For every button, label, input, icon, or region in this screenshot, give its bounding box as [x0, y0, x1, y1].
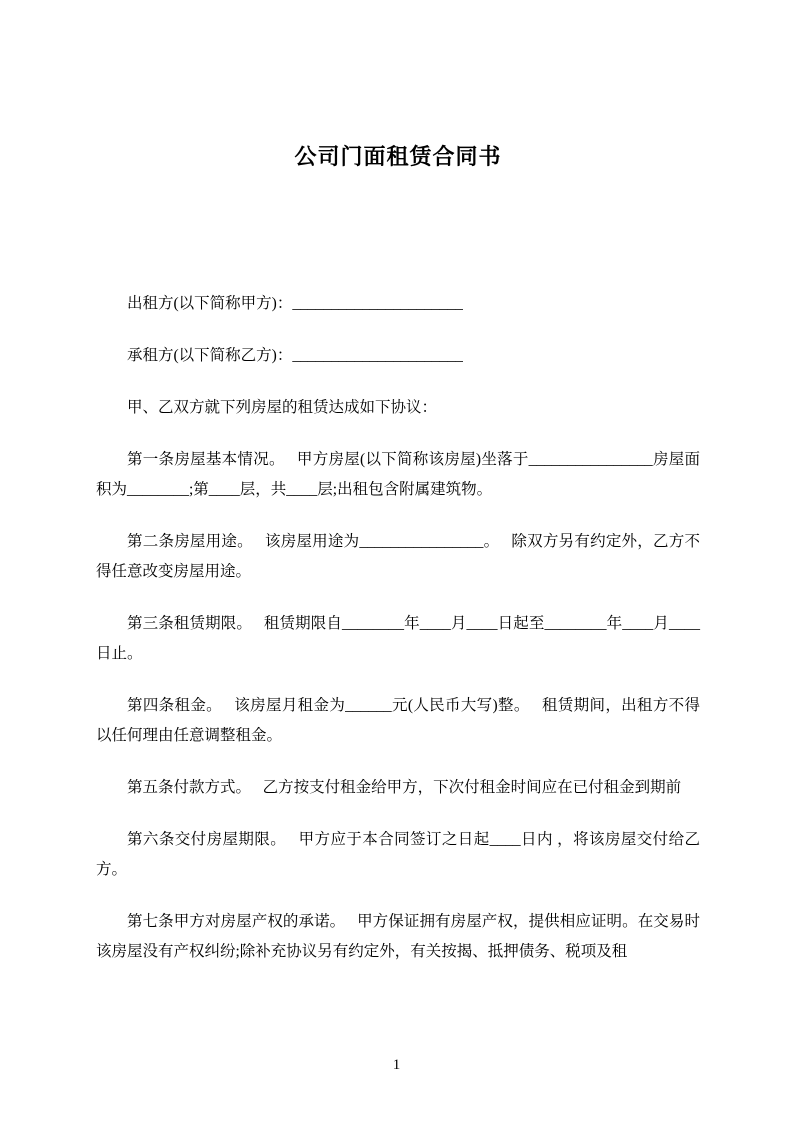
paragraph: 第七条甲方对房屋产权的承诺。 甲方保证拥有房屋产权，提供相应证明。在交易时该房屋没有产权纠纷;除补充协议另有约定外，有关按揭、抵押债务、税项及租: [96, 913, 700, 960]
paragraph: 承租方(以下简称乙方)：______________________: [127, 347, 463, 364]
paragraph: 第六条交付房屋期限。 甲方应于本合同签订之日起____日内 ，将该房屋交付给乙方。: [96, 831, 700, 878]
paragraph: 第四条租金。 该房屋月租金为______元(人民币大写)整。 租赁期间，出租方不得以任何理由任意调整租金。: [96, 697, 700, 744]
paragraph: 第一条房屋基本情况。 甲方房屋(以下简称该房屋)坐落于________________房屋面积为________;第____层，共____层;出租包含附属建筑物。: [96, 451, 700, 498]
paragraph: 出租方(以下简称甲方)：______________________: [127, 295, 463, 312]
page-number: 1: [392, 1057, 401, 1073]
document-title: 公司门面租赁合同书: [294, 144, 502, 169]
paragraph: 第三条租赁期限。 租赁期限自________年____月____日起至________年____月____日止。: [96, 615, 700, 662]
paragraph: 第五条付款方式。 乙方按支付租金给甲方，下次付租金时间应在已付租金到期前: [127, 779, 682, 796]
paragraph: 第二条房屋用途。 该房屋用途为________________。 除双方另有约定外，乙方不得任意改变房屋用途。: [96, 533, 700, 580]
paragraph: 甲、乙双方就下列房屋的租赁达成如下协议：: [127, 399, 438, 416]
document-body: [96, 289, 700, 967]
